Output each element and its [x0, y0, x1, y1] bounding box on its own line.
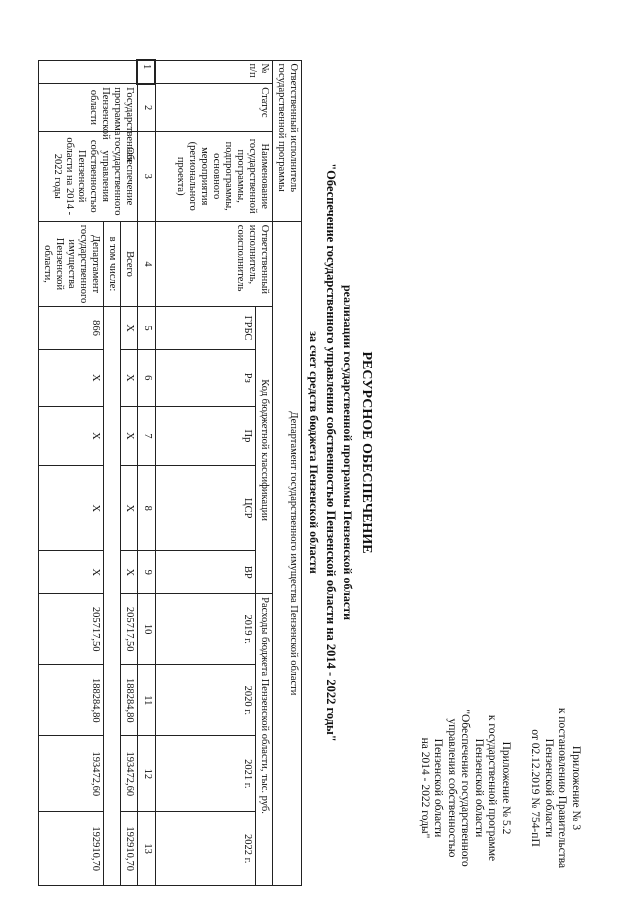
col-number: 9: [138, 551, 156, 594]
appendix-outer-line: Пензенской области: [543, 738, 555, 838]
col-number: 8: [138, 466, 156, 551]
document-title: РЕСУРСНОЕ ОБЕСПЕЧЕНИЕ: [359, 351, 374, 554]
cell-total-2019: 205717,50: [121, 594, 138, 665]
appendix-inner: [418, 688, 513, 888]
expenses-header: Расходы бюджета Пензенской области, тыс. руб.: [256, 594, 273, 886]
program-name: "Обеспечение государственного управления собственностью Пензенской области на 2014 - 2022 годы": [324, 163, 338, 742]
row-number-cell: [39, 60, 138, 84]
cell-dept-2020: 188284,80: [39, 665, 104, 736]
cell-total-vr: Х: [121, 551, 138, 594]
appendix-outer-line: Приложение № 3: [570, 745, 582, 831]
resource-table: [38, 59, 302, 886]
year-header: 2020 г.: [156, 665, 256, 736]
col-number: 5: [138, 307, 156, 350]
col-number: 1: [138, 60, 156, 84]
cell-total-grbs: Х: [121, 307, 138, 350]
cell-dept-vr: Х: [39, 551, 104, 594]
document-title-block: [306, 0, 374, 905]
vr-header: ВР: [156, 551, 256, 594]
rz-header: Рз: [156, 349, 256, 406]
cell-total-2020: 188284,80: [121, 665, 138, 736]
table-row: [273, 60, 302, 886]
appendix-inner-line: к государственной программе: [486, 714, 499, 862]
status-header: Статус: [156, 84, 273, 131]
cell-dept-2022: 192910,70: [39, 812, 104, 886]
cell-dept-2021: 193472,60: [39, 736, 104, 812]
cell-dept-csr: Х: [39, 466, 104, 551]
col-number: 7: [138, 406, 156, 465]
row-total-label: Всего: [121, 221, 138, 306]
funding-source: за счет средств бюджета Пензенской области: [307, 331, 321, 574]
col-number: 12: [138, 736, 156, 812]
col-number: 13: [138, 812, 156, 886]
num-header: № п/п: [156, 60, 273, 84]
year-header: 2019 г.: [156, 594, 256, 665]
year-header: 2022 г.: [156, 812, 256, 886]
appendix-inner-line: Пензенской области: [473, 738, 485, 838]
appendix-outer: [528, 688, 582, 888]
csr-header: ЦСР: [156, 466, 256, 551]
name-header: Наименование государственной программы, подпрограммы, основного мероприятия (регионального проекта): [156, 131, 273, 221]
row-incl-empty: [104, 307, 121, 886]
column-numbers-row: [138, 60, 156, 886]
row-dept-label: Департамент государственного имущества Пензенской области,: [39, 221, 104, 306]
table-row: [121, 60, 138, 886]
col-number: 11: [138, 665, 156, 736]
cell-total-pr: Х: [121, 406, 138, 465]
resp-exec-header: Ответственный исполнитель государственной программы: [273, 60, 302, 221]
document-subtitle: реализации государственной программы Пензенской области: [341, 284, 355, 621]
grbs-header: ГРБС: [156, 307, 256, 350]
col-number: 10: [138, 594, 156, 665]
appendix-inner-line: на 2014 - 2022 годы": [419, 737, 431, 839]
cell-dept-rz: Х: [39, 349, 104, 406]
cell-dept-2019: 205717,50: [39, 594, 104, 665]
appendix-inner-line: "Обеспечение государственного: [459, 709, 472, 867]
cell-total-2021: 193472,60: [121, 736, 138, 812]
appendix-inner-line: управления собственностью: [446, 718, 458, 858]
col-number: 3: [138, 131, 156, 221]
row-status: Государственная программа Пензенской области: [39, 84, 138, 131]
cell-dept-pr: Х: [39, 406, 104, 465]
budget-code-header: Код бюджетной классификации: [256, 307, 273, 594]
executor-header: Ответственный исполнитель, соисполнитель: [156, 221, 273, 306]
cell-dept-grbs: 866: [39, 307, 104, 350]
department-header: Департамент государственного имущества Пензенской области: [273, 221, 302, 885]
col-number: 6: [138, 349, 156, 406]
year-header: 2021 г.: [156, 736, 256, 812]
cell-total-rz: Х: [121, 349, 138, 406]
table-row: [256, 60, 273, 886]
cell-total-csr: Х: [121, 466, 138, 551]
appendix-inner-line: Приложение № 5.2: [500, 741, 512, 835]
row-incl-label: в том числе:: [104, 221, 121, 306]
appendix-inner-line: Пензенской области: [432, 738, 445, 838]
row-name: Обеспечение государственного управления собственностью Пензенской области на 2014 - 2022 годы: [39, 131, 138, 221]
col-number: 2: [138, 84, 156, 131]
pr-header: Пр: [156, 406, 256, 465]
col-number: 4: [138, 221, 156, 306]
cell-total-2022: 192910,70: [121, 812, 138, 886]
appendix-outer-line: к постановлению Правительства: [556, 707, 569, 869]
appendix-outer-line: от 02.12.2019 № 754-пП: [529, 729, 542, 847]
